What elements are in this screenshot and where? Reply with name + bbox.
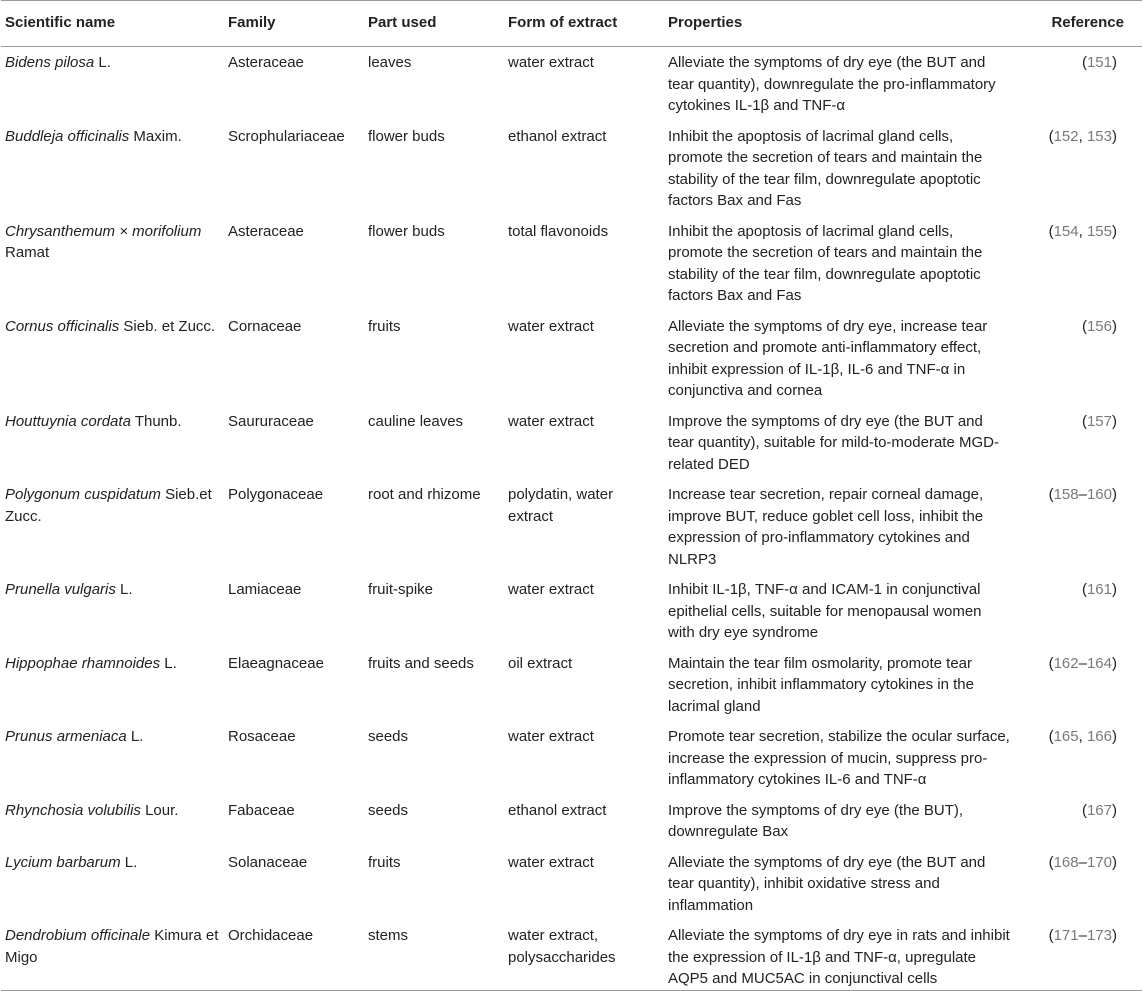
- properties-cell: Inhibit the apoptosis of lacrimal gland cells, promote the secretion of tears and maintain the stability of the tear film, downregulate apoptotic factors Bax and Fas: [668, 222, 983, 304]
- family-cell: Scrophulariaceae: [228, 127, 345, 145]
- form-of-extract-cell: ethanol extract: [508, 127, 607, 145]
- reference-link[interactable]: 156: [1086, 317, 1112, 335]
- scientific-name-cell: [1, 407, 224, 481]
- species-name: Chrysanthemum × morifolium: [5, 222, 202, 240]
- reference-link[interactable]: 152: [1053, 127, 1079, 145]
- form-of-extract-cell: polydatin, water extract: [508, 486, 614, 525]
- properties-cell: Promote tear secretion, stabilize the ocular surface, increase the expression of mucin, suppress pro-inflammatory cytokines IL-6 and TNF-α: [668, 728, 1010, 788]
- part-used-cell: fruit-spike: [368, 581, 434, 598]
- family-cell: Orchidaceae: [224, 921, 364, 990]
- species-name: Hippophae rhamnoides: [5, 654, 161, 672]
- family-cell: Polygonaceae: [228, 486, 324, 503]
- family-cell: Asteraceae: [228, 222, 304, 240]
- family-cell: Lamiaceae: [228, 581, 302, 598]
- part-used-cell: flower buds: [368, 127, 445, 145]
- reference-link[interactable]: 157: [1086, 412, 1112, 430]
- part-used-cell: root and rhizome: [368, 486, 481, 503]
- species-name: Rhynchosia volubilis: [5, 801, 141, 819]
- species-name: Prunus armeniaca: [5, 728, 127, 745]
- part-used-cell: flower buds: [368, 222, 445, 240]
- form-of-extract-cell: water extract: [508, 581, 594, 598]
- reference-cell: (162–164): [1048, 654, 1117, 672]
- reference-link[interactable]: 170: [1086, 853, 1112, 871]
- scientific-name-cell: [1, 480, 224, 575]
- reference-link[interactable]: 153: [1086, 127, 1112, 145]
- family-cell: Fabaceae: [228, 801, 295, 819]
- family-cell: Asteraceae: [228, 54, 304, 71]
- table-body: [1, 47, 1142, 991]
- table-row: [1, 921, 1142, 990]
- table-header-row: [1, 1, 1142, 47]
- reference-separator: ,: [1078, 222, 1087, 240]
- reference-link[interactable]: 173: [1086, 927, 1112, 944]
- reference-link[interactable]: 166: [1086, 728, 1112, 745]
- species-name: Dendrobium officinale: [5, 927, 151, 944]
- herbal-extracts-table: [1, 0, 1142, 991]
- reference-link[interactable]: 168: [1053, 853, 1079, 871]
- table-row: [1, 649, 1142, 723]
- col-header-family: Family: [224, 1, 364, 47]
- scientific-name-cell: [1, 921, 224, 990]
- family-cell: Saururaceae: [228, 412, 314, 430]
- author-citation: Thunb.: [130, 412, 182, 430]
- reference-cell: (168–170): [1048, 853, 1117, 871]
- part-used-cell: seeds: [368, 801, 409, 819]
- properties-cell: Alleviate the symptoms of dry eye, increase tear secretion and promote anti-inflammatory effect, inhibit expression of IL-1β, IL-6 and TNF-α in conjunctiva and cornea: [668, 317, 988, 399]
- part-used-cell: cauline leaves: [368, 412, 464, 430]
- author-citation: Maxim.: [129, 127, 182, 145]
- species-name: Houttuynia cordata: [5, 412, 131, 430]
- reference-cell: (167): [1081, 801, 1117, 819]
- reference-cell: (171–173): [1014, 921, 1142, 990]
- reference-link[interactable]: 171: [1053, 927, 1079, 944]
- author-citation: L.: [160, 654, 177, 672]
- species-name: Cornus officinalis: [5, 317, 120, 335]
- reference-separator: –: [1078, 486, 1087, 503]
- properties-cell: Inhibit the apoptosis of lacrimal gland cells, promote the secretion of tears and maintain the stability of the tear film, downregulate apoptotic factors Bax and Fas: [668, 127, 983, 209]
- reference-cell: (154, 155): [1048, 222, 1117, 240]
- reference-link[interactable]: 155: [1086, 222, 1112, 240]
- reference-link[interactable]: 158: [1053, 486, 1079, 503]
- table-row: [1, 312, 1142, 407]
- form-of-extract-cell: water extract: [508, 412, 594, 430]
- table-row: [1, 217, 1142, 312]
- scientific-name-cell: [1, 649, 224, 723]
- table-row: [1, 47, 1142, 122]
- part-used-cell: seeds: [368, 728, 409, 745]
- reference-link[interactable]: 161: [1086, 581, 1112, 598]
- reference-cell: (156): [1081, 317, 1117, 335]
- part-used-cell: stems: [364, 921, 504, 990]
- table-row: [1, 848, 1142, 922]
- family-cell: Rosaceae: [228, 728, 296, 745]
- author-citation: L.: [126, 728, 144, 745]
- part-used-cell: fruits: [368, 317, 401, 335]
- family-cell: Elaeagnaceae: [228, 654, 324, 672]
- author-citation: Sieb. et Zucc.: [119, 317, 216, 335]
- form-of-extract-cell: total flavonoids: [508, 222, 609, 240]
- form-of-extract-cell: water extract, polysaccharides: [504, 921, 664, 990]
- part-used-cell: leaves: [368, 54, 412, 71]
- col-header-form-of-extract: Form of extract: [504, 1, 664, 47]
- author-citation: L.: [94, 54, 111, 71]
- properties-cell: Alleviate the symptoms of dry eye in rats and inhibit the expression of IL-1β and TNF-α, upregulate AQP5 and MUC5AC in conjunctival cells: [664, 921, 1014, 990]
- species-name: Lycium barbarum: [5, 853, 121, 871]
- properties-cell: Improve the symptoms of dry eye (the BUT and tear quantity), suitable for mild-to-moderate MGD-related DED: [668, 412, 999, 473]
- form-of-extract-cell: water extract: [508, 317, 594, 335]
- author-citation: Sieb.et Zucc.: [5, 486, 216, 525]
- scientific-name-cell: [1, 47, 224, 122]
- scientific-name-cell: [1, 722, 224, 796]
- table-row: [1, 796, 1142, 848]
- species-name: Polygonum cuspidatum: [5, 486, 161, 503]
- reference-cell: (157): [1081, 412, 1117, 430]
- reference-cell: (158–160): [1048, 486, 1117, 503]
- reference-link[interactable]: 160: [1086, 486, 1112, 503]
- part-used-cell: fruits: [368, 853, 401, 871]
- col-header-scientific-name: Scientific name: [1, 1, 224, 47]
- reference-link[interactable]: 165: [1053, 728, 1079, 745]
- reference-link[interactable]: 151: [1086, 54, 1112, 71]
- species-name: Bidens pilosa: [5, 54, 95, 71]
- reference-link[interactable]: 162: [1053, 654, 1079, 672]
- form-of-extract-cell: water extract: [508, 728, 594, 745]
- scientific-name-cell: [1, 796, 224, 848]
- scientific-name-cell: [1, 575, 224, 649]
- properties-cell: Improve the symptoms of dry eye (the BUT), downregulate Bax: [668, 801, 964, 840]
- scientific-name-cell: [1, 312, 224, 407]
- reference-cell: (151): [1081, 54, 1117, 71]
- author-citation: L.: [120, 853, 138, 871]
- family-cell: Cornaceae: [228, 317, 302, 335]
- col-header-properties: Properties: [664, 1, 1014, 47]
- author-citation: Ramat: [5, 222, 206, 261]
- properties-cell: Maintain the tear film osmolarity, promote tear secretion, inhibit inflammatory cytokines in the lacrimal gland: [668, 654, 974, 715]
- species-name: Prunella vulgaris: [5, 581, 116, 598]
- reference-separator: –: [1078, 654, 1087, 672]
- table-row: [1, 122, 1142, 217]
- table-row: [1, 575, 1142, 649]
- form-of-extract-cell: water extract: [508, 853, 594, 871]
- form-of-extract-cell: oil extract: [508, 654, 573, 672]
- reference-cell: (161): [1081, 581, 1117, 598]
- species-name: Buddleja officinalis: [5, 127, 130, 145]
- col-header-reference: Reference: [1014, 1, 1142, 47]
- family-cell: Solanaceae: [228, 853, 308, 871]
- reference-cell: (152, 153): [1048, 127, 1117, 145]
- author-citation: L.: [115, 581, 133, 598]
- reference-link[interactable]: 164: [1086, 654, 1112, 672]
- reference-cell: (165, 166): [1048, 728, 1117, 745]
- reference-separator: ,: [1078, 127, 1087, 145]
- author-citation: Kimura et Migo: [5, 927, 223, 966]
- reference-link[interactable]: 154: [1053, 222, 1079, 240]
- table-row: [1, 722, 1142, 796]
- scientific-name-cell: [1, 217, 224, 312]
- table-row: [1, 407, 1142, 481]
- reference-separator: –: [1078, 927, 1087, 944]
- part-used-cell: fruits and seeds: [368, 654, 474, 672]
- reference-separator: –: [1078, 853, 1087, 871]
- properties-cell: Inhibit IL-1β, TNF-α and ICAM-1 in conjunctival epithelial cells, suitable for menopausal women with dry eye syndrome: [668, 581, 982, 641]
- author-citation: Lour.: [140, 801, 179, 819]
- properties-cell: Alleviate the symptoms of dry eye (the BUT and tear quantity), downregulate the pro-inflammatory cytokines IL-1β and TNF-α: [668, 54, 996, 114]
- scientific-name-cell: [1, 848, 224, 922]
- reference-link[interactable]: 167: [1086, 801, 1112, 819]
- table-row: [1, 480, 1142, 575]
- scientific-name-cell: [1, 122, 224, 217]
- form-of-extract-cell: ethanol extract: [508, 801, 607, 819]
- properties-cell: Increase tear secretion, repair corneal damage, improve BUT, reduce goblet cell loss, inhibit the expression of pro-inflammatory cytokines and NLRP3: [668, 486, 984, 568]
- col-header-part-used: Part used: [364, 1, 504, 47]
- form-of-extract-cell: water extract: [508, 54, 594, 71]
- reference-separator: ,: [1078, 728, 1087, 745]
- properties-cell: Alleviate the symptoms of dry eye (the BUT and tear quantity), inhibit oxidative stress and inflammation: [668, 853, 986, 914]
